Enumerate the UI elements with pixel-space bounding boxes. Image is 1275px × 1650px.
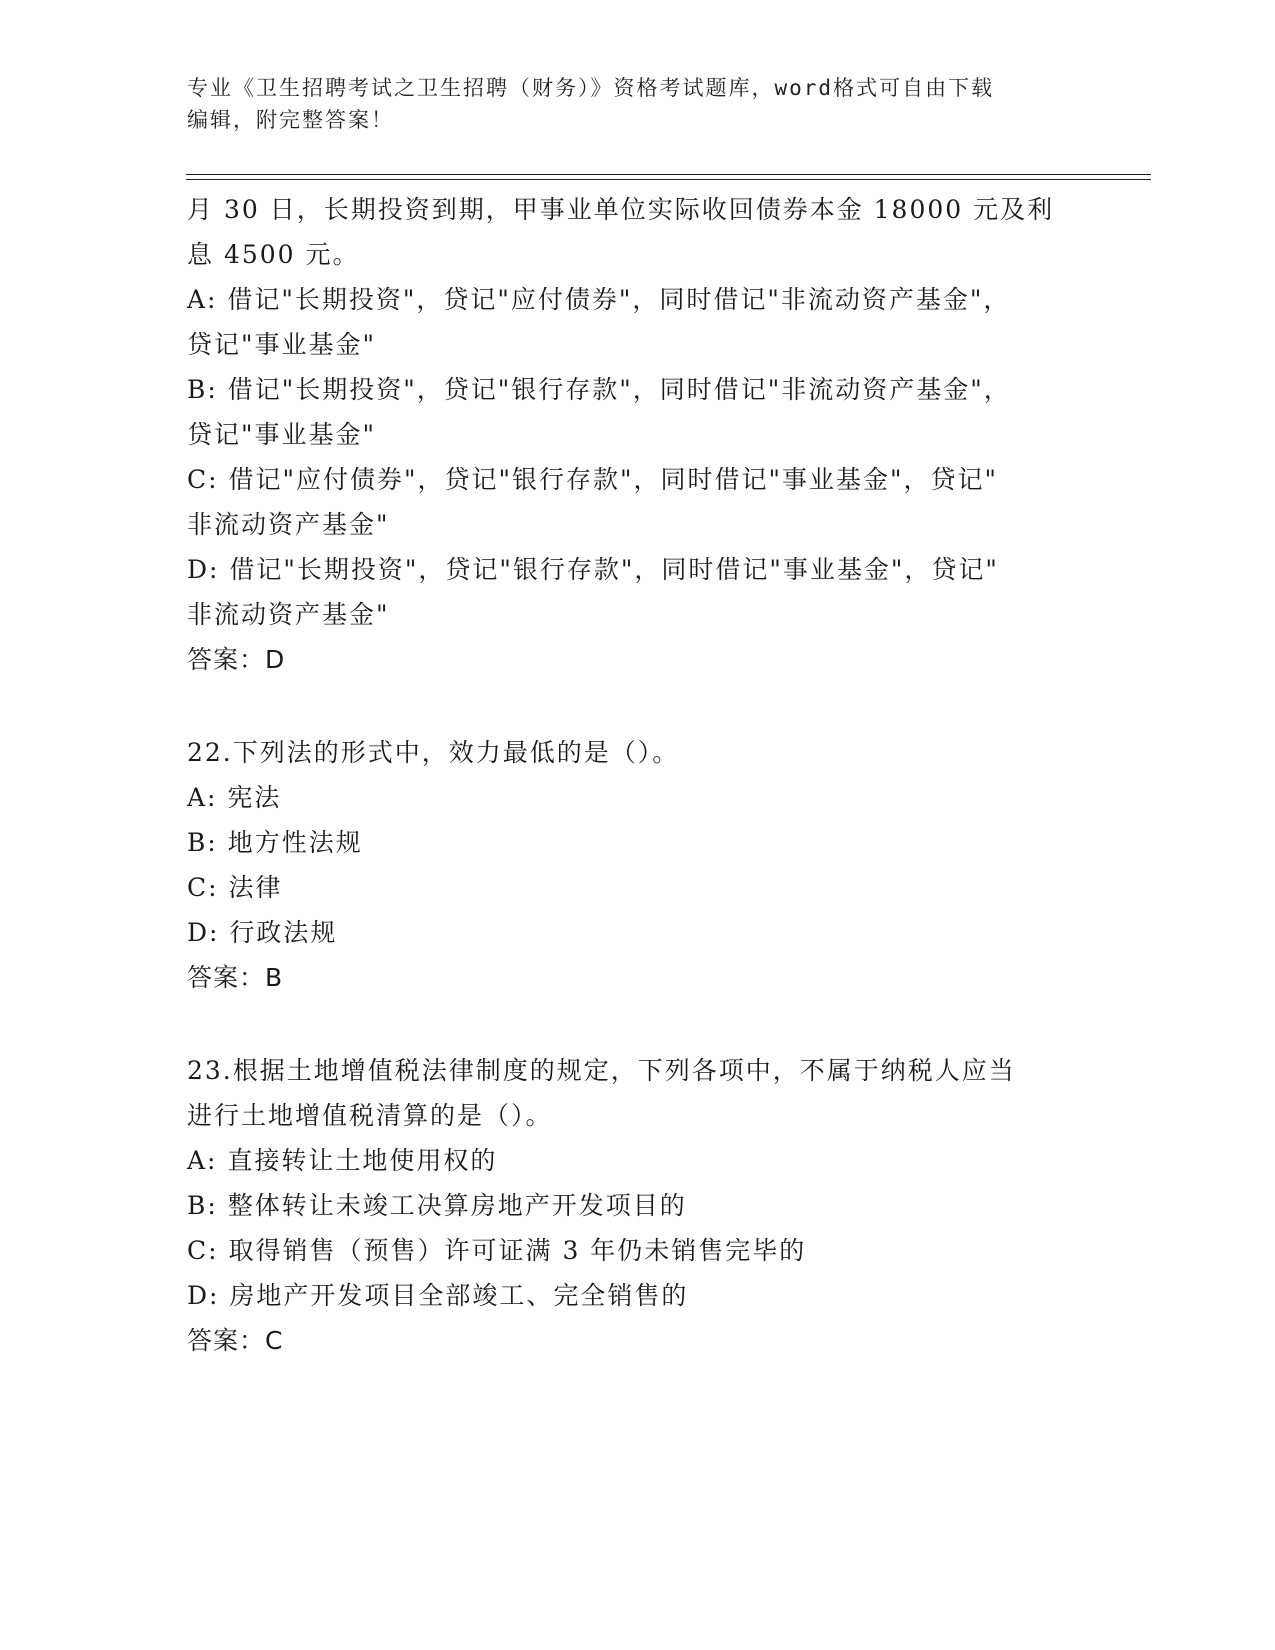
header-divider-top (186, 174, 1151, 175)
document-header (187, 72, 1087, 136)
option-a-line: A: 直接转让土地使用权的 (187, 1146, 498, 1175)
answer-label: 答案：B (187, 963, 284, 992)
question-text-line: 23.根据土地增值税法律制度的规定，下列各项中，不属于纳税人应当 (187, 1056, 1016, 1085)
question-content (187, 187, 1117, 1363)
option-a-line: 贷记"事业基金" (187, 330, 376, 359)
option-b-line: B: 整体转让未竣工决算房地产开发项目的 (187, 1191, 687, 1220)
option-d-line: D: 借记"长期投资"，贷记"银行存款"，同时借记"事业基金"，贷记" (187, 555, 999, 584)
option-c-line: C: 取得销售（预售）许可证满 3 年仍未销售完毕的 (187, 1236, 807, 1265)
option-d-line: 非流动资产基金" (187, 600, 390, 629)
option-d-line: D: 房地产开发项目全部竣工、完全销售的 (187, 1281, 689, 1310)
question-text-line: 月 30 日，长期投资到期，甲事业单位实际收回债券本金 18000 元及利 (187, 195, 1055, 224)
option-b-line: 贷记"事业基金" (187, 420, 376, 449)
option-b-line: B: 借记"长期投资"，贷记"银行存款"，同时借记"非流动资产基金"， (187, 375, 1011, 404)
option-d-line: D: 行政法规 (187, 918, 338, 947)
option-c-line: C: 法律 (187, 873, 283, 902)
answer-label: 答案：C (187, 1326, 284, 1355)
header-title-line-2: 编辑，附完整答案！ (187, 108, 394, 132)
option-b-line: B: 地方性法规 (187, 828, 363, 857)
question-text-line: 进行土地增值税清算的是（）。 (187, 1101, 553, 1130)
question-21-continued (187, 187, 1117, 682)
question-22 (187, 730, 1117, 1000)
question-spacer (187, 682, 1117, 730)
option-c-line: C: 借记"应付债券"，贷记"银行存款"，同时借记"事业基金"，贷记" (187, 465, 998, 494)
header-divider-bottom (186, 179, 1151, 180)
option-a-line: A: 宪法 (187, 783, 282, 812)
header-title-line-1: 专业《卫生招聘考试之卫生招聘（财务）》资格考试题库，word格式可自由下载 (187, 76, 995, 100)
question-spacer (187, 1000, 1117, 1048)
question-23 (187, 1048, 1117, 1363)
question-text-line: 22.下列法的形式中，效力最低的是（）。 (187, 738, 680, 767)
question-text-line: 息 4500 元。 (187, 240, 360, 269)
option-c-line: 非流动资产基金" (187, 510, 390, 539)
option-a-line: A: 借记"长期投资"，贷记"应付债券"，同时借记"非流动资产基金"， (187, 285, 1011, 314)
answer-label: 答案：D (187, 645, 286, 674)
